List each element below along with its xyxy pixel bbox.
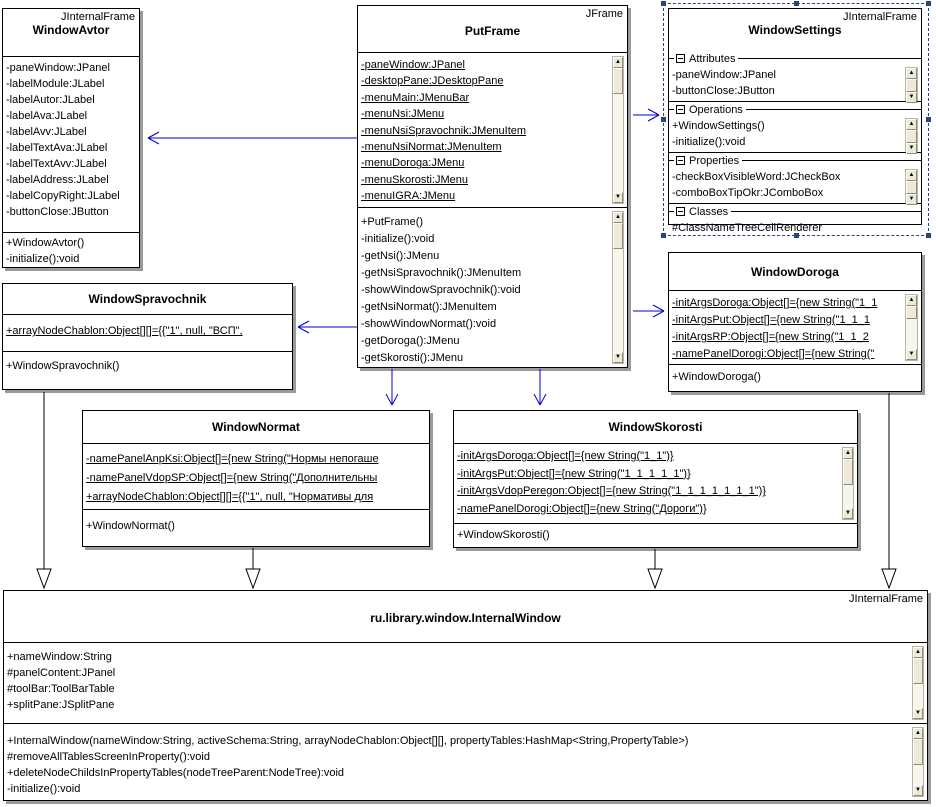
stereotype-label: JInternalFrame — [849, 593, 923, 605]
attribute-item: -initArgsPut:Object[]={new String("1_1_1 — [672, 314, 871, 326]
attribute-item: -menuMain:JMenuBar — [361, 91, 470, 104]
attribute-item: #panelContent:JPanel — [7, 667, 116, 679]
operation-item: -initialize():void — [672, 136, 746, 148]
attribute-item: -labelCopyRight:JLabel — [6, 190, 120, 202]
operations-compartment — [669, 364, 921, 391]
attribute-item: -namePanelDorogi:Object[]={new String("Дороги")} — [457, 502, 707, 515]
vertical-scrollbar[interactable] — [842, 447, 854, 520]
class-windowsettings[interactable] — [668, 8, 922, 234]
vertical-scrollbar[interactable] — [905, 294, 918, 361]
selection-handle[interactable] — [926, 233, 931, 238]
selection-handle[interactable] — [661, 233, 666, 238]
attribute-item: -paneWindow:JPanel — [6, 62, 110, 74]
operation-item: -showWindowSpravochnik():void — [361, 284, 521, 296]
operation-item: +WindowSettings() — [672, 120, 765, 132]
operation-item: #removeAllTablesScreenInProperty():void — [7, 751, 210, 763]
vertical-scrollbar[interactable] — [905, 169, 918, 203]
collapse-icon[interactable] — [676, 156, 685, 165]
class-title — [358, 6, 627, 52]
class-name: ru.library.window.InternalWindow — [370, 611, 561, 625]
attribute-item: -menuNsiNormat:JMenuItem — [361, 141, 502, 154]
operation-item: -getSkorosti():JMenu — [361, 352, 464, 364]
scroll-down-button[interactable]: ▼ — [613, 352, 623, 363]
vertical-scrollbar[interactable] — [612, 56, 624, 204]
attribute-item: -initArgsPut:Object[]={new String("1_1_1_1_1")} — [457, 467, 691, 480]
scroll-up-button[interactable]: ▲ — [906, 170, 917, 181]
operation-item: +InternalWindow(nameWindow:String, activeSchema:String, arrayNodeChablon:Object[][], propertyTables:HashMap<String,PropertyTable>) — [7, 735, 689, 747]
attribute-item: -initArgsRP:Object[]={new String("1_1_2 — [672, 331, 869, 343]
attributes-compartment — [3, 314, 292, 351]
collapse-icon[interactable] — [676, 105, 685, 114]
selection-handle[interactable] — [661, 117, 666, 122]
association-putframe-windownormat[interactable] — [386, 369, 398, 405]
scroll-thumb[interactable] — [913, 739, 923, 765]
scroll-down-button[interactable]: ▼ — [913, 785, 923, 796]
vertical-scrollbar[interactable] — [612, 211, 624, 364]
scroll-track[interactable] — [843, 485, 853, 508]
scroll-down-button[interactable]: ▼ — [913, 708, 923, 719]
operation-item: -getNsiNormat():JMenuItem — [361, 301, 497, 313]
class-windowavtor[interactable] — [2, 8, 140, 268]
attribute-item: -buttonClose:JButton — [6, 206, 109, 218]
operation-item: +WindowDoroga() — [672, 371, 761, 383]
operations-compartment — [454, 523, 857, 548]
operation-item: +WindowNormat() — [86, 520, 175, 532]
class-name: WindowNormat — [212, 420, 300, 434]
attribute-item: #toolBar:ToolBarTable — [7, 683, 115, 695]
class-name: PutFrame — [464, 24, 521, 38]
class-windownormat[interactable] — [82, 410, 430, 547]
class-putframe[interactable] — [357, 5, 628, 368]
attribute-item: -labelAvv:JLabel — [6, 126, 87, 138]
attributes-compartment — [3, 56, 139, 232]
operation-item: +PutFrame() — [361, 216, 424, 228]
attribute-item: -desktopPane:JDesktopPane — [361, 75, 504, 88]
attribute-item: -initArgsDoroga:Object[]={new String("1_1 — [672, 297, 878, 309]
vertical-scrollbar[interactable] — [912, 646, 924, 720]
scroll-up-button[interactable]: ▲ — [613, 57, 623, 68]
scroll-track[interactable] — [913, 765, 923, 785]
collapse-icon[interactable] — [676, 207, 685, 216]
attributes-group — [669, 66, 921, 102]
operations-group — [669, 117, 921, 153]
scroll-down-button[interactable]: ▼ — [906, 349, 917, 360]
group-label: Properties — [689, 154, 740, 167]
scroll-track[interactable] — [913, 684, 923, 708]
class-title — [454, 411, 857, 443]
attribute-item: -labelModule:JLabel — [6, 78, 105, 90]
operations-compartment — [83, 509, 429, 547]
association-putframe-windowsettings[interactable] — [633, 109, 659, 121]
scroll-down-button[interactable]: ▼ — [906, 194, 917, 205]
scroll-up-button[interactable]: ▲ — [843, 448, 853, 459]
scroll-thumb[interactable] — [613, 68, 623, 94]
scroll-thumb[interactable] — [613, 223, 623, 249]
group-header-properties[interactable] — [669, 153, 921, 168]
attribute-item: -namePanelDorogi:Object[]={new String(" — [672, 348, 875, 360]
scroll-down-button[interactable]: ▼ — [906, 92, 917, 103]
operation-item: -getDoroga():JMenu — [361, 335, 460, 347]
class-name: WindowSkorosti — [608, 420, 703, 434]
scroll-thumb[interactable] — [906, 130, 917, 143]
class-internalwindow[interactable] — [3, 590, 928, 801]
scroll-track[interactable] — [613, 94, 623, 192]
operation-item: -initialize():void — [6, 253, 80, 265]
property-item: -comboBoxTipOkr:JComboBox — [672, 187, 824, 199]
attribute-item: -buttonClose:JButton — [672, 85, 775, 97]
vertical-scrollbar[interactable] — [912, 727, 924, 797]
attribute-item: -labelAva:JLabel — [6, 110, 88, 122]
vertical-scrollbar[interactable] — [905, 67, 918, 101]
group-header-attributes[interactable] — [669, 51, 921, 66]
selection-handle[interactable] — [926, 1, 931, 6]
operation-item: -getNsiSpravochnik():JMenuItem — [361, 267, 522, 279]
selection-handle[interactable] — [661, 1, 666, 6]
property-item: -checkBoxVisibleWord:JCheckBox — [672, 171, 841, 183]
attribute-item: -labelTextAva:JLabel — [6, 142, 108, 154]
attribute-item: -paneWindow:JPanel — [672, 69, 776, 81]
attribute-item: -labelAddress:JLabel — [6, 174, 109, 186]
attribute-item: -menuDoroga:JMenu — [361, 157, 465, 170]
scroll-track[interactable] — [906, 319, 917, 349]
attribute-item: -namePanelAnpKsi:Object[]={new String("Нормы непогаше — [86, 453, 379, 465]
operation-item: -getNsi():JMenu — [361, 250, 440, 262]
attributes-compartment — [83, 443, 429, 509]
class-name: WindowSpravochnik — [88, 292, 207, 306]
association-putframe-windowavtor[interactable] — [148, 132, 357, 144]
generalization-windowdoroga-internalwindow[interactable] — [882, 393, 896, 588]
attribute-item: -namePanelVdopSP:Object[]={new String("Дополнительны — [86, 472, 378, 484]
operation-item: +WindowSkorosti() — [457, 529, 550, 541]
operations-compartment — [3, 232, 139, 267]
scroll-track[interactable] — [613, 249, 623, 352]
class-name: WindowSettings — [748, 23, 842, 37]
operations-compartment — [3, 351, 292, 389]
class-title — [669, 9, 921, 51]
class-windowspravochnik[interactable] — [2, 283, 293, 390]
scroll-up-button[interactable]: ▲ — [906, 119, 917, 130]
attribute-item: -menuNsiSpravochnik:JMenuItem — [361, 124, 527, 137]
group-label: Classes — [689, 205, 729, 218]
operation-item: +deleteNodeChildsInPropertyTables(nodeTreeParent:NodeTree):void — [7, 767, 345, 779]
group-label: Attributes — [689, 52, 736, 65]
attribute-item: +splitPane:JSplitPane — [7, 699, 115, 711]
stereotype-label: JFrame — [585, 8, 623, 20]
generalization-windownormat-internalwindow[interactable] — [246, 548, 260, 588]
scroll-up-button[interactable]: ▲ — [906, 295, 917, 306]
association-putframe-windowskorosti[interactable] — [534, 369, 546, 405]
class-title — [3, 9, 139, 56]
scroll-down-button[interactable]: ▼ — [843, 508, 853, 519]
selection-handle[interactable] — [926, 117, 931, 122]
attribute-item: -menuNsi:JMenu — [361, 108, 445, 121]
class-windowskorosti[interactable] — [453, 410, 858, 548]
collapse-icon[interactable] — [676, 54, 685, 63]
scroll-down-button[interactable]: ▼ — [613, 192, 623, 203]
operations-compartment — [4, 723, 927, 800]
class-windowdoroga[interactable] — [668, 252, 922, 392]
operation-item: +WindowSpravochnik() — [6, 360, 120, 372]
class-title — [669, 253, 921, 290]
attribute-item: +arrayNodeChablon:Object[][]={{"1", null, "ВСП", — [6, 325, 243, 337]
operation-item: -showWindowNormat():void — [361, 318, 497, 330]
scroll-thumb[interactable] — [913, 658, 923, 684]
scroll-thumb[interactable] — [843, 459, 853, 485]
generalization-windowspravochnik-internalwindow[interactable] — [37, 392, 51, 588]
attribute-item: -paneWindow:JPanel — [361, 59, 465, 71]
attribute-item: -labelAutor:JLabel — [6, 94, 95, 106]
scroll-thumb[interactable] — [906, 306, 917, 319]
scroll-thumb[interactable] — [906, 181, 917, 194]
scroll-up-button[interactable]: ▲ — [913, 728, 923, 739]
class-name: WindowAvtor — [32, 23, 110, 37]
properties-group — [669, 168, 921, 204]
attribute-item: +arrayNodeChablon:Object[][]={{"1", null, "Нормативы для — [86, 491, 374, 503]
attribute-item: +nameWindow:String — [7, 651, 112, 663]
stereotype-label: JInternalFrame — [61, 11, 135, 23]
operations-compartment — [358, 207, 627, 367]
attributes-compartment — [669, 290, 921, 364]
attribute-item: -initArgsVdopPeregon:Object[]={new String("1_1_1_1_1_1_1")} — [457, 485, 766, 497]
attribute-item: -labelTextAvv:JLabel — [6, 158, 107, 170]
attribute-item: -menuIGRA:JMenu — [361, 190, 456, 203]
operation-item: +WindowAvtor() — [6, 237, 85, 249]
attributes-compartment — [358, 52, 627, 207]
attributes-compartment — [4, 642, 927, 723]
classes-group — [669, 219, 921, 238]
association-putframe-windowdoroga[interactable] — [633, 305, 664, 317]
vertical-scrollbar[interactable] — [905, 118, 918, 152]
association-putframe-windowspravochnik[interactable] — [298, 321, 357, 333]
scroll-up-button[interactable]: ▲ — [613, 212, 623, 223]
class-title — [83, 411, 429, 443]
stereotype-label: JInternalFrame — [843, 11, 917, 23]
attribute-item: -menuSkorosti:JMenu — [361, 173, 468, 186]
scroll-down-button[interactable]: ▼ — [906, 143, 917, 154]
class-title — [3, 284, 292, 314]
class-title — [4, 591, 927, 642]
selection-handle[interactable] — [794, 1, 799, 6]
group-header-operations[interactable] — [669, 102, 921, 117]
scroll-up-button[interactable]: ▲ — [913, 647, 923, 658]
operation-item: -initialize():void — [7, 783, 81, 795]
class-name: WindowDoroga — [751, 264, 839, 279]
group-header-classes[interactable] — [669, 204, 921, 219]
operation-item: -initialize():void — [361, 233, 435, 245]
class-item: #ClassNameTreeCellRenderer — [672, 222, 822, 234]
generalization-windowskorosti-internalwindow[interactable] — [648, 549, 662, 588]
attribute-item: -initArgsDoroga:Object[]={new String("1_1")} — [457, 450, 674, 462]
group-label: Operations — [689, 103, 743, 116]
scroll-thumb[interactable] — [906, 79, 917, 92]
attributes-compartment — [454, 443, 857, 523]
scroll-up-button[interactable]: ▲ — [906, 68, 917, 79]
